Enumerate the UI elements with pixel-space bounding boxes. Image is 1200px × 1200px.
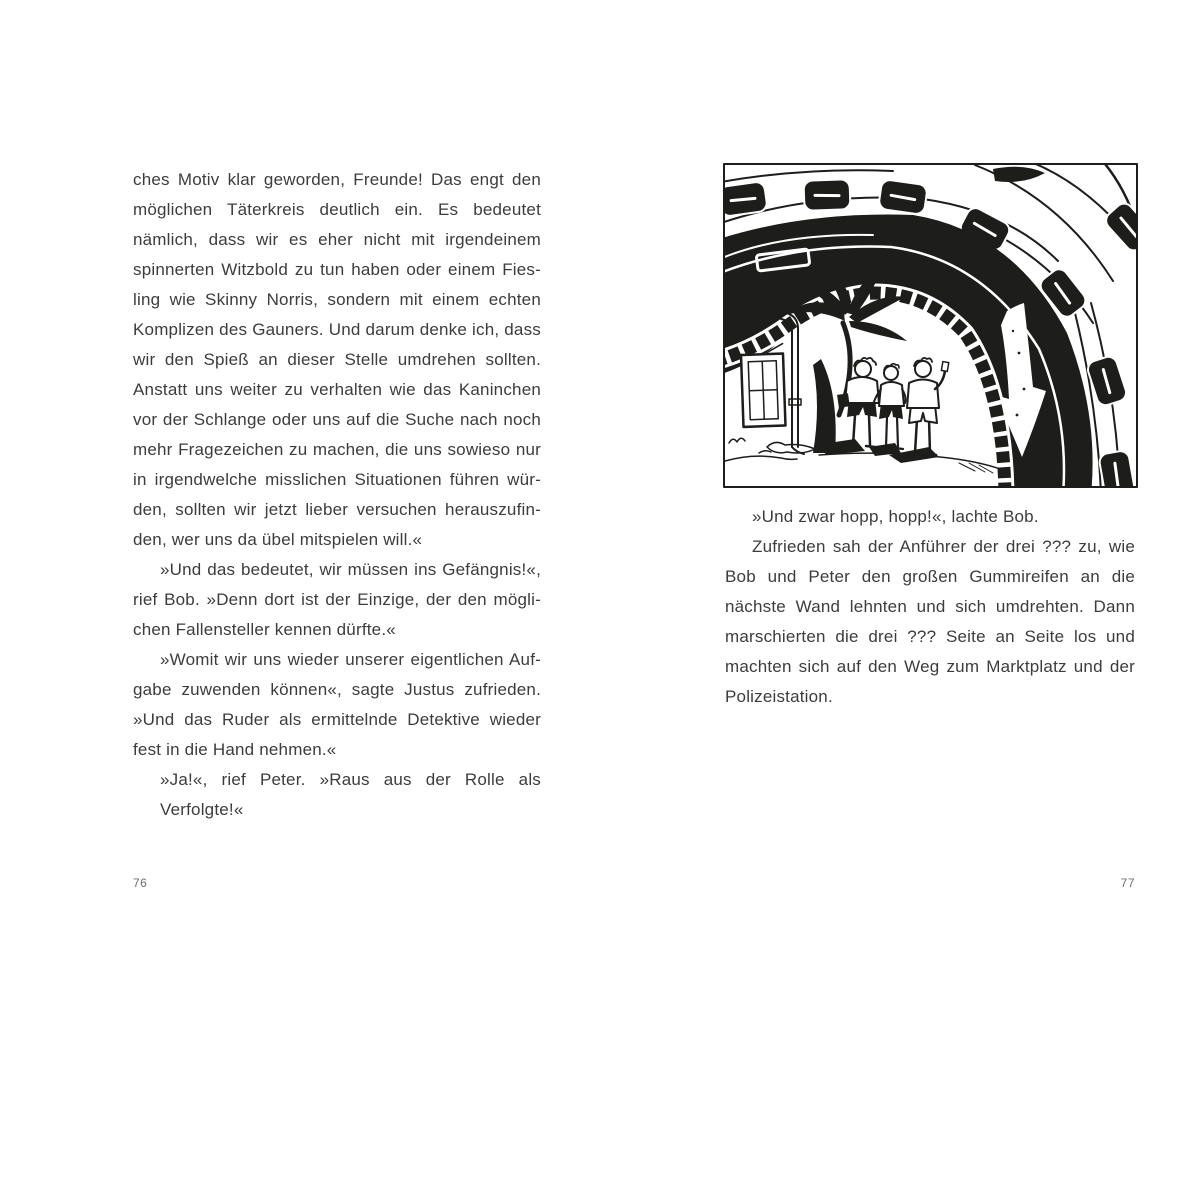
text-line: vor der Schlange oder uns auf die Suche nach noch xyxy=(133,410,541,429)
illustration-tire-scene xyxy=(723,163,1138,488)
text-line: ling wie Skinny Norris, sondern mit einem echten xyxy=(133,290,541,309)
text-line: den, wer uns da übel mitspielen will.« xyxy=(133,530,423,549)
text-line: spinnerten Witzbold zu tun haben oder einem Fies- xyxy=(133,260,541,279)
text-line: in irgendwelche misslichen Situationen führen wür- xyxy=(133,470,541,489)
text-line: wir den Spieß an dieser Stelle umdrehen sollten. xyxy=(133,350,541,369)
text-line: mehr Fragezeichen zu machen, die uns sowieso nur xyxy=(133,440,541,459)
text-line: rief Bob. »Denn dort ist der Einzige, der den mögli- xyxy=(133,590,541,609)
right-page-number: 77 xyxy=(1120,876,1135,890)
text-line: »Und das bedeutet, wir müssen ins Gefängnis!«, xyxy=(160,560,541,579)
text-line: den, sollten wir jetzt lieber versuchen herauszufin- xyxy=(133,500,541,519)
text-line: ches Motiv klar geworden, Freunde! Das engt den xyxy=(133,170,541,189)
text-line: Anstatt uns weiter zu verhalten wie das Kaninchen xyxy=(133,380,541,399)
text-line: Bob und Peter den großen Gummireifen an die xyxy=(725,567,1135,586)
text-line: Komplizen des Gauners. Und darum denke ich, dass xyxy=(133,320,541,339)
text-line: marschierten die drei ??? Seite an Seite los und xyxy=(725,627,1135,646)
text-line: »Und zwar hopp, hopp!«, lachte Bob. xyxy=(752,507,1039,526)
bird-squiggle xyxy=(729,438,745,443)
figure-boy-middle xyxy=(873,364,906,449)
text-line: möglichen Täterkreis deutlich ein. Es bedeutet xyxy=(133,200,541,219)
figure-boy-right xyxy=(907,358,949,455)
illustration-svg xyxy=(723,163,1138,488)
text-line: »Ja!«, rief Peter. »Raus aus der Rolle als Verfolgte!« xyxy=(160,770,541,819)
text-line: gabe zuwenden können«, sagte Justus zufrieden. xyxy=(133,680,541,699)
text-line: chen Fallensteller kennen dürfte.« xyxy=(133,620,396,639)
text-line: nämlich, dass wir es eher nicht mit irgendeinem xyxy=(133,230,541,249)
text-line: »Und das Ruder als ermittelnde Detektive wieder xyxy=(133,710,541,729)
text-line: Zufrieden sah der Anführer der drei ??? zu, wie xyxy=(752,537,1135,556)
text-line: machten sich auf den Weg zum Marktplatz und der xyxy=(725,657,1135,676)
figure-shadows xyxy=(815,439,939,463)
house-window xyxy=(741,344,786,427)
text-line: »Womit wir uns wieder unserer eigentlichen Auf- xyxy=(160,650,541,669)
tread-dark-band xyxy=(993,167,1045,182)
text-line: fest in die Hand nehmen.« xyxy=(133,740,337,759)
right-page-text xyxy=(725,502,1135,712)
left-page-number: 76 xyxy=(133,876,148,890)
driftwood-sketch xyxy=(759,442,815,453)
text-line: nächste Wand lehnten und sich umdrehten. Dann xyxy=(725,597,1135,616)
text-line: Polizeistation. xyxy=(725,687,833,706)
ground xyxy=(725,453,1003,473)
left-page-text xyxy=(133,165,541,825)
